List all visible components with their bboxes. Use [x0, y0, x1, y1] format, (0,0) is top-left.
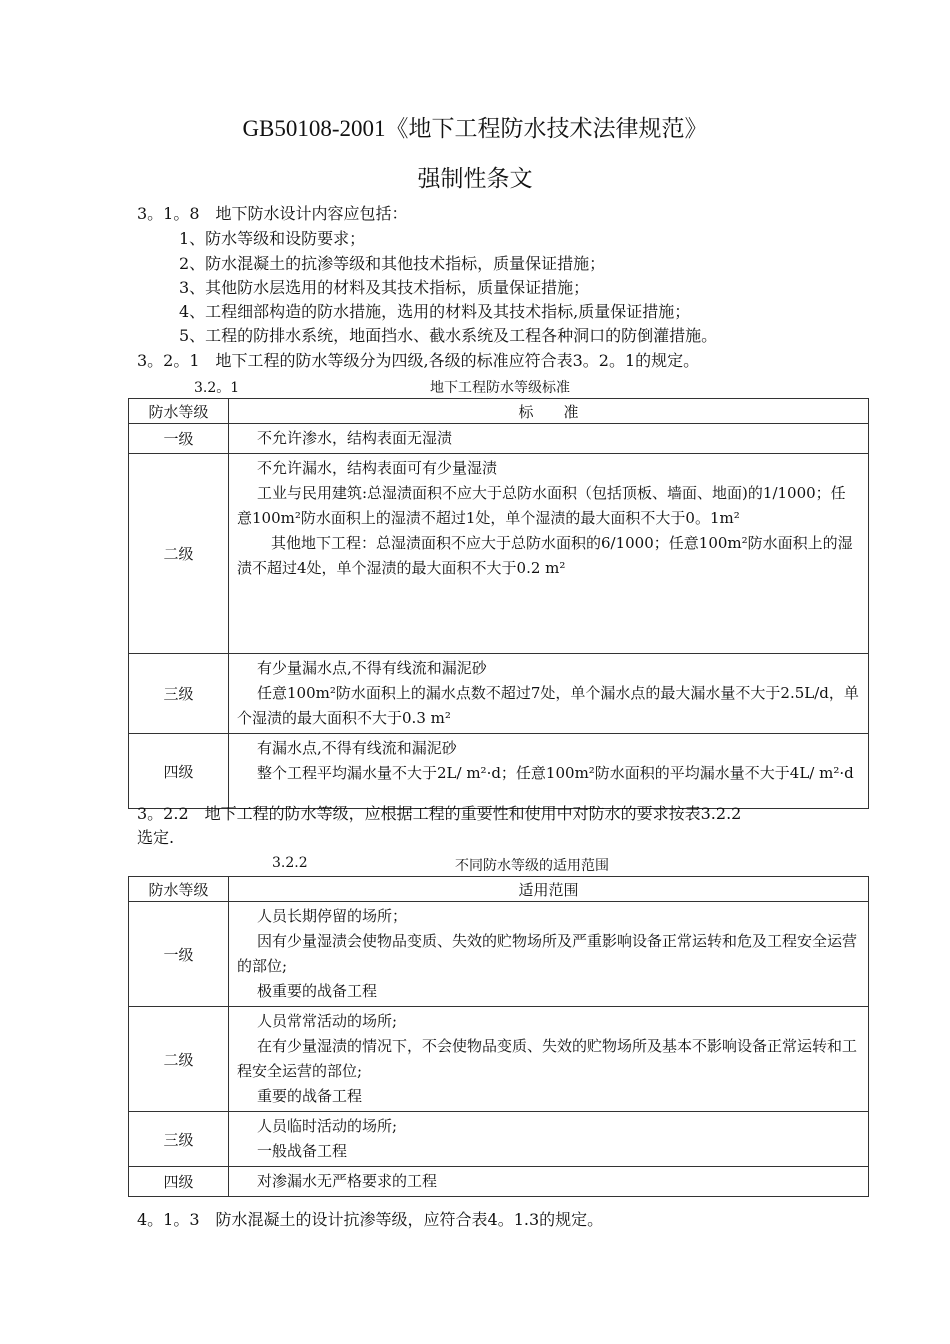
- scope-text: 人员临时活动的场所;: [257, 1117, 398, 1135]
- standard-text: 有少量漏水点,不得有线流和漏泥砂: [257, 659, 487, 677]
- waterproof-grade-scope-table: [128, 876, 869, 1197]
- table-row: [129, 1112, 869, 1167]
- grade-cell: 四级: [129, 734, 229, 809]
- grade-cell: 一级: [129, 424, 229, 454]
- standard-text: 工业与民用建筑:总湿渍面积不应大于总防水面积（包括顶板、墙面、地面)的1/1000；任意100m²防水面积上的湿渍不超过1处，单个湿渍的最大面积不大于0。1m²: [237, 484, 846, 527]
- scope-text: 人员常常活动的场所;: [257, 1012, 398, 1030]
- grade-cell: 四级: [129, 1167, 229, 1197]
- scope-text: 在有少量湿渍的情况下，不会使物品变质、失效的贮物场所及基本不影响设备正常运转和工程安全运营的部位;: [237, 1037, 858, 1080]
- grade-cell: 二级: [129, 454, 229, 654]
- clause-3-1-8: 3。1。8 地下防水设计内容应包括：: [137, 204, 408, 223]
- clause-4-1-3: 4。1。3 防水混凝土的设计抗渗等级，应符合表4。1.3的规定。: [137, 1210, 604, 1229]
- standard-cell: [229, 654, 869, 734]
- scope-text: 极重要的战备工程: [257, 982, 378, 1000]
- scope-cell: [229, 1007, 869, 1112]
- scope-text: 对渗漏水无严格要求的工程: [257, 1172, 438, 1190]
- standard-cell: [229, 424, 869, 454]
- table-number: 3.2。1: [194, 380, 240, 396]
- scope-text: 因有少量湿渍会使物品变质、失效的贮物场所及严重影响设备正常运转和危及工程安全运营的部位;: [237, 932, 858, 975]
- clause-item: 2、防水混凝土的抗渗等级和其他技术指标，质量保证措施；: [179, 254, 606, 273]
- scope-cell: [229, 902, 869, 1007]
- document-subtitle: 强制性条文: [417, 166, 533, 191]
- table-row: [129, 1167, 869, 1197]
- table-row: [129, 424, 869, 454]
- scope-cell: [229, 1167, 869, 1197]
- standard-text: 有漏水点,不得有线流和漏泥砂: [257, 739, 457, 757]
- standard-text: 不允许渗水，结构表面无湿渍: [257, 429, 453, 447]
- scope-text: 重要的战备工程: [257, 1087, 363, 1105]
- scope-text: 一般战备工程: [257, 1142, 348, 1160]
- waterproof-grade-standard-table: [128, 398, 869, 809]
- table-header-row: [129, 877, 869, 902]
- scope-cell: [229, 1112, 869, 1167]
- standard-text: 其他地下工程：总湿渍面积不应大于总防水面积的6/1000；任意100m²防水面积上的湿渍不超过4处，单个湿渍的最大面积不大于0.2 m²: [237, 534, 853, 577]
- grade-cell: 一级: [129, 902, 229, 1007]
- standard-text: 整个工程平均漏水量不大于2L/ m²·d；任意100m²防水面积的平均漏水量不大于4L/ m²·d: [257, 764, 854, 782]
- clause-item: 1、防水等级和设防要求；: [179, 229, 366, 248]
- table-row: [129, 454, 869, 654]
- clause-item: 4、工程细部构造的防水措施，选用的材料及其技术指标,质量保证措施；: [179, 302, 691, 321]
- header-cell: 防水等级: [129, 877, 229, 902]
- grade-cell: 三级: [129, 654, 229, 734]
- clause-3-2-2: 3。2.2 地下工程的防水等级，应根据工程的重要性和使用中对防水的要求按表3.2.2: [137, 804, 742, 823]
- standard-cell: [229, 454, 869, 654]
- table-number: 3.2.2: [272, 855, 308, 871]
- table-row: [129, 734, 869, 809]
- table-title: 不同防水等级的适用范围: [455, 858, 609, 874]
- clause-item: 5、工程的防排水系统，地面挡水、截水系统及工程各种洞口的防倒灌措施。: [179, 326, 718, 345]
- clause-item: 3、其他防水层选用的材料及其技术指标，质量保证措施；: [179, 278, 590, 297]
- header-cell: 适用范围: [229, 877, 869, 902]
- standard-cell: [229, 734, 869, 809]
- standard-text: 不允许漏水，结构表面可有少量湿渍: [257, 459, 498, 477]
- standard-text: 任意100m²防水面积上的漏水点数不超过7处，单个漏水点的最大漏水量不大于2.5L/d，单个湿渍的最大面积不大于0.3 m²: [237, 684, 859, 727]
- header-cell: 防水等级: [129, 399, 229, 424]
- clause-3-2-2-cont: 选定.: [137, 828, 175, 847]
- grade-cell: 二级: [129, 1007, 229, 1112]
- table-row: [129, 1007, 869, 1112]
- scope-text: 人员长期停留的场所；: [257, 907, 408, 925]
- table-header-row: [129, 399, 869, 424]
- document-title: GB50108-2001《地下工程防水技术法律规范》: [242, 116, 708, 141]
- grade-cell: 三级: [129, 1112, 229, 1167]
- table-row: [129, 902, 869, 1007]
- table-row: [129, 654, 869, 734]
- table-title: 地下工程防水等级标准: [430, 380, 570, 396]
- header-cell: 标 准: [229, 399, 869, 424]
- clause-3-2-1: 3。2。1 地下工程的防水等级分为四级,各级的标准应符合表3。2。1的规定。: [137, 351, 700, 370]
